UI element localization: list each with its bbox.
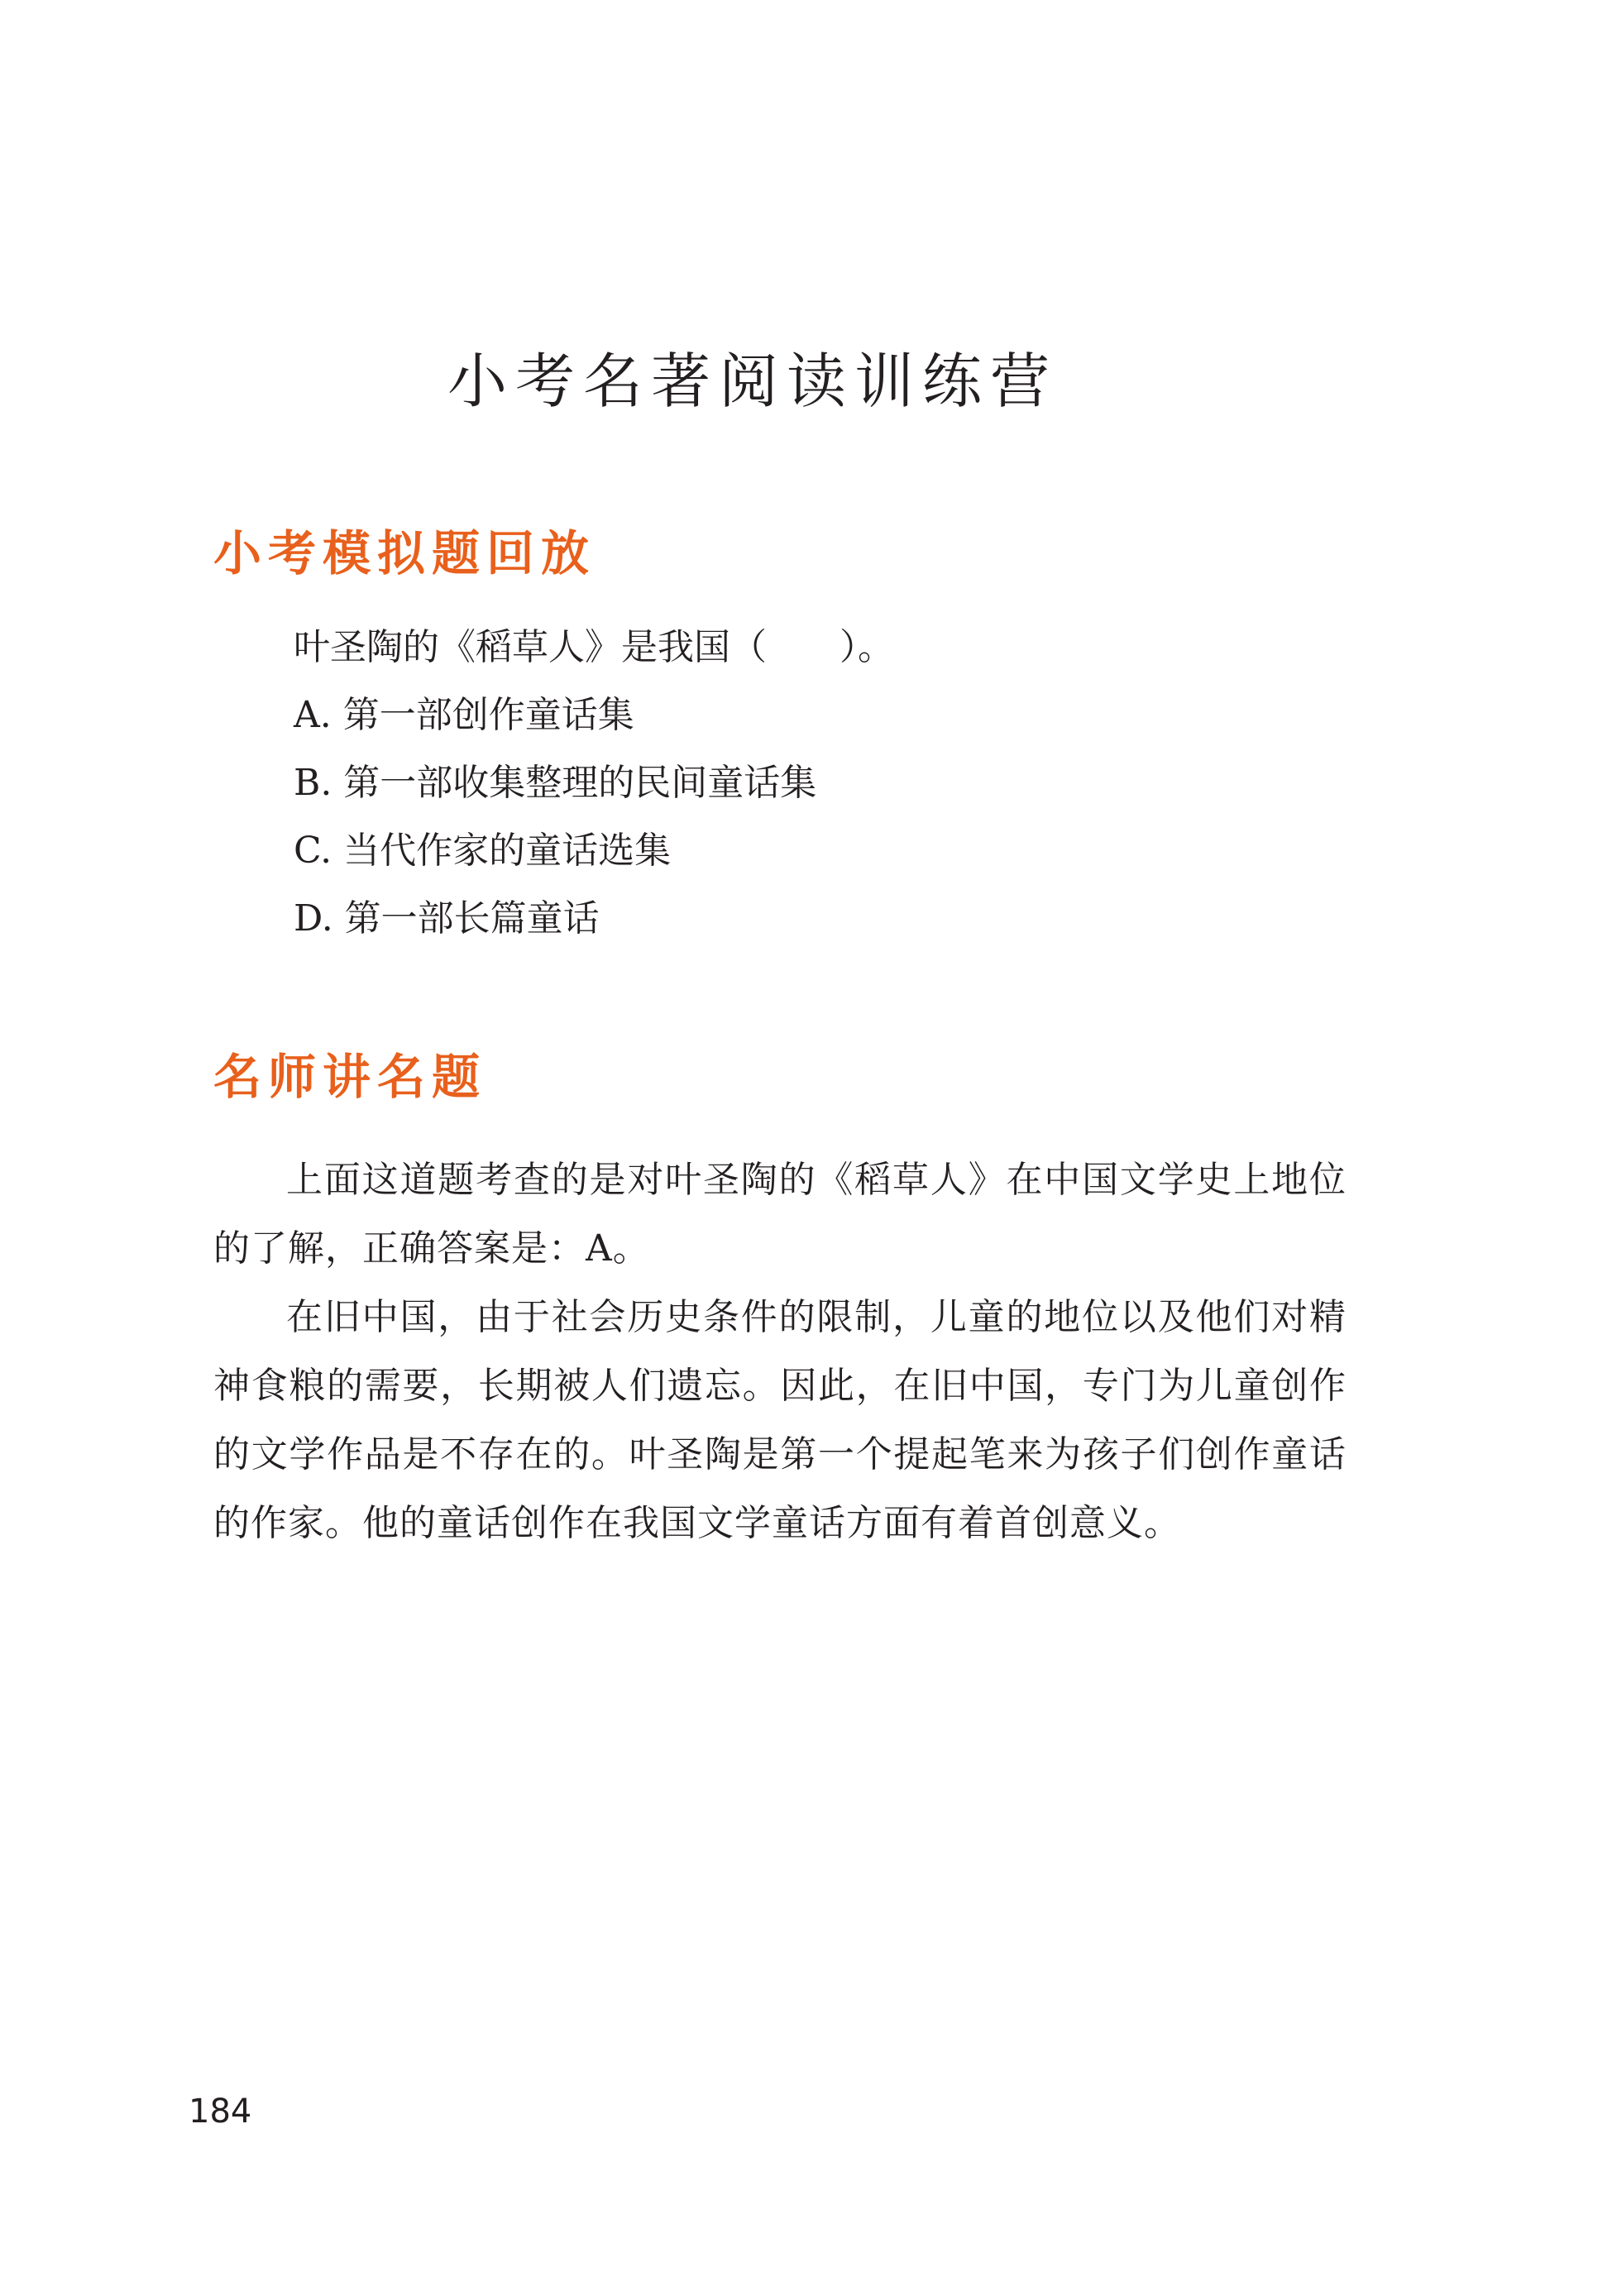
- section-heading-teacher-explains: 名师讲名题: [213, 1049, 487, 1105]
- option-d: D. 第一部长篇童话: [294, 897, 600, 940]
- mock-question-block: [294, 614, 894, 953]
- question-text: 叶圣陶的《稻草人》是我国（ ）。: [294, 626, 894, 668]
- explanation-block: [213, 1146, 1347, 1557]
- explanation-paragraph: 在旧中国，由于社会历史条件的限制，儿童的地位以及他们对精神食粮的需要，长期被人们遗忘。因此，在旧中国，专门为儿童创作的文学作品是不存在的。叶圣陶是第一个提起笔来为孩子们创作童话的作家。他的童话创作在我国文学童话方面有着首创意义。: [213, 1296, 1347, 1544]
- option-c: C. 当代作家的童话选集: [294, 830, 672, 872]
- option-a: A. 第一部创作童话集: [294, 694, 634, 736]
- page-number: 184: [189, 2093, 252, 2131]
- option-b: B. 第一部收集整理的民间童话集: [294, 762, 817, 804]
- section-heading-mock-question: 小考模拟题回放: [213, 525, 596, 581]
- explanation-paragraph: 上面这道题考查的是对叶圣陶的《稻草人》在中国文学史上地位的了解，正确答案是：A。: [213, 1159, 1347, 1270]
- page-title: 小考名著阅读训练营: [447, 347, 1058, 416]
